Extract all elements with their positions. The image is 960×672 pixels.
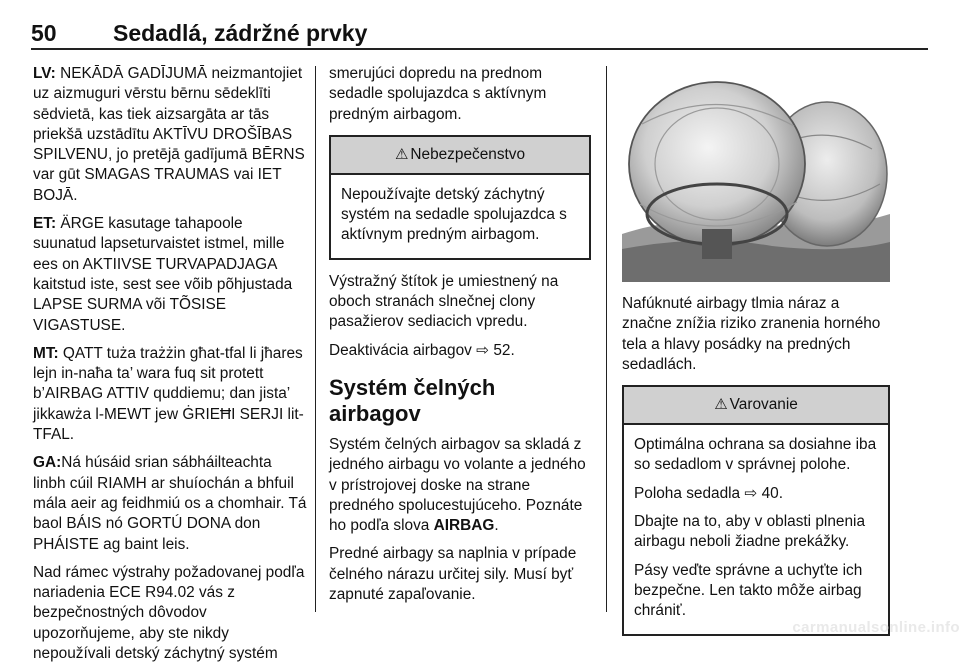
airbag-word: AIRBAG	[433, 517, 495, 535]
seat-position-text: Poloha sedadla	[634, 484, 741, 502]
column-divider-2	[606, 66, 607, 612]
danger-box	[329, 135, 591, 260]
deactivation-page-link[interactable]: 52.	[493, 341, 515, 359]
label-paragraph: Výstražný štítok je umiestnený na oboch stranách slnečnej clony pasažierov sediacich vpredu.	[329, 272, 559, 331]
warning-triangle-icon: ⚠	[714, 396, 728, 414]
warning-box-header	[624, 387, 888, 425]
watermark: carmanualsonline.info	[792, 619, 960, 636]
header-rule	[31, 48, 928, 50]
section-paragraph-2: Predné airbagy sa naplnia v prípade čelného nárazu určitej sily. Musí byť zapnuté zapaľovanie.	[329, 545, 577, 604]
warning-box-p3: Dbajte na to, aby v oblasti plnenia airbagu neboli žiadne prekážky.	[634, 513, 866, 551]
et-text: ÄRGE kasutage tahapoole suunatud lapseturvaistet istmel, mille ees on AKTIIVSE TURVAPADJAGA kaitstud iste, sest see võib põhjustada LAPSE SURMA või TÕSISE VIGASTUSE.	[33, 215, 293, 334]
ga-text: Ná húsáid srian sábháilteachta linbh cúil RIAMH ar shuíochán a bhfuil mála aeir ag feidhmiú os a chomhair. Tá baol BÁIS nó GORTÚ DONA don PHÁISTE ag baint leis.	[33, 454, 307, 553]
deactivation-text: Deaktivácia airbagov	[329, 341, 472, 359]
ga-label: GA:	[33, 454, 62, 472]
section-p1-end: .	[494, 517, 499, 535]
danger-box-text: Nepoužívajte detský záchytný systém na sedadle spolujazdca s aktívnym predným airbagom.	[341, 185, 567, 244]
et-label: ET:	[33, 215, 57, 233]
section-title: Systém čelných airbagov	[329, 374, 496, 426]
page-title: Sedadlá, zádržné prvky	[113, 20, 368, 46]
illustration-caption: Nafúknuté airbagy tlmia náraz a značne znížia riziko zranenia horného tela a hlavy posádky na predných sedadlách.	[622, 295, 881, 373]
seat-position-page-link[interactable]: 40.	[761, 484, 783, 502]
intro-paragraph: smerujúci dopredu na prednom sedadle spolujazdca s aktívnym predným airbagom.	[329, 65, 547, 123]
lv-paragraph	[33, 64, 308, 206]
column-2	[329, 64, 591, 613]
lv-text: NEKĀDĀ GADĪJUMĀ neizmantojiet uz aizmuguri vērstu bērnu sēdeklīti sēdvietā, kas tiek aizsargāta ar tās priekšā uzstādītu AKTĪVU DROŠĪBAS SPILVENU, jo pretējā gadījumā BĒRNS var gūt SMAGAS TRAUMAS vai IET BOJĀ.	[33, 65, 305, 204]
mt-text: QATT tuża trażżin għat-tfal li jħares lejn in-naħa ta’ wara fuq sit protett b’AIRBAG ATTIV quddiemu; dan jista’ jikkawża l-MEWT jew ĠRIEĦI SERJI lit-TFAL.	[33, 344, 304, 444]
warning-box-p1: Optimálna ochrana sa dosiahne iba so sedadlom v správnej polohe.	[634, 436, 877, 474]
page-ref-arrow-icon: ⇨	[744, 484, 758, 502]
page-number: 50	[31, 20, 57, 46]
ga-paragraph	[33, 453, 308, 554]
danger-box-title: Nebezpečenstvo	[410, 145, 526, 163]
column-divider-1	[315, 66, 316, 612]
airbag-illustration	[622, 64, 890, 282]
warning-triangle-icon: ⚠	[394, 145, 409, 163]
mt-label: MT:	[33, 344, 59, 362]
danger-box-body	[331, 175, 589, 258]
et-paragraph	[33, 214, 308, 336]
ece-paragraph: Nad rámec výstrahy požadovanej podľa nariadenia ECE R94.02 vás z bezpečnostných dôvodov upozorňujeme, aby ste nikdy nepoužívali detský záchytný systém	[33, 563, 305, 663]
warning-box	[622, 385, 890, 635]
warning-box-title: Varovanie	[729, 396, 798, 414]
lv-label: LV:	[33, 65, 56, 82]
danger-box-header	[331, 137, 589, 175]
warning-box-p4: Pásy veďte správne a uchyťte ich bezpečne. Len takto môže airbag chrániť.	[634, 561, 863, 620]
section-p1-text: Systém čelných airbagov sa skladá z jedného airbagu vo volante a jedného v prístrojovej doske na strane predného spolucestujúceho. Poznáte ho podľa slova	[329, 435, 586, 535]
warning-box-p2	[634, 484, 878, 504]
column-3	[622, 64, 890, 648]
deactivation-paragraph	[329, 341, 591, 361]
page-ref-arrow-icon: ⇨	[476, 341, 490, 359]
section-paragraph-1	[329, 435, 591, 536]
column-1	[33, 64, 308, 672]
page-header	[0, 0, 960, 56]
mt-paragraph	[33, 344, 308, 445]
warning-box-body	[624, 425, 888, 633]
